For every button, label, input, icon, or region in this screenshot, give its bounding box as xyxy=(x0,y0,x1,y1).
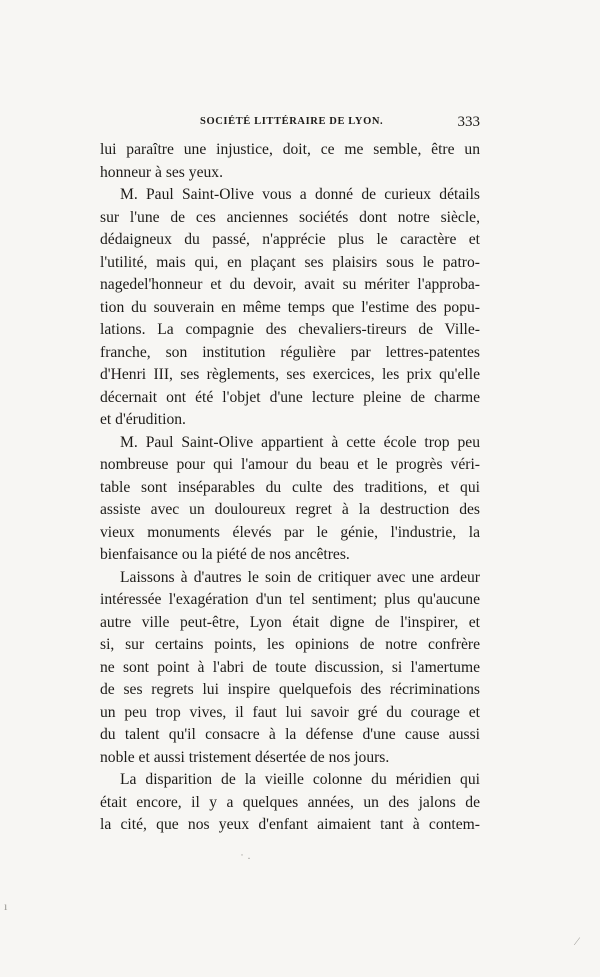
text-line: lui paraître une injustice, doit, ce me semble, être un xyxy=(100,141,480,158)
text-line: noble et aussi tristement désertée de nos jours. xyxy=(100,748,390,766)
text-line: la cité, que nos yeux d'enfant aimaient tant à contem- xyxy=(100,816,480,833)
text-line: ne sont point à l'abri de toute discussion, si l'amertume xyxy=(100,658,480,676)
scan-speck: ˙ · xyxy=(240,851,251,865)
text-line: M. Paul Saint-Olive appartient à cette école trop peu xyxy=(120,433,480,451)
text-line: intéressée l'exagération d'un tel sentiment; plus qu'aucune xyxy=(100,591,480,608)
text-line: décernait ont été l'objet d'une lecture pleine de charme xyxy=(100,388,480,406)
running-head xyxy=(100,116,480,136)
text-line: bienfaisance ou la piété de nos ancêtres. xyxy=(100,546,350,563)
text-line: était encore, il y a quelques années, un des jalons de xyxy=(100,793,480,811)
text-line: assiste avec un douloureux regret à la destruction des xyxy=(100,501,480,518)
scan-speck: ı xyxy=(4,899,8,913)
text-line: tion du souverain en même temps que l'estime des popu- xyxy=(100,298,480,316)
text-line: de ses regrets lui inspire quelquefois des récriminations xyxy=(100,681,480,698)
text-line: franche, son institution régulière par lettres-patentes xyxy=(100,343,480,361)
text-line: lations. La compagnie des chevaliers-tireurs de Ville- xyxy=(100,321,480,338)
text-line: un peu trop vives, il faut lui savoir gré du courage et xyxy=(100,703,480,721)
text-line: sur l'une de ces anciennes sociétés dont notre siècle, xyxy=(100,208,480,226)
text-line: La disparition de la vieille colonne du méridien qui xyxy=(120,771,480,788)
page-number: 333 xyxy=(457,114,480,130)
text-line: honneur à ses yeux. xyxy=(100,163,223,181)
text-line: et d'érudition. xyxy=(100,411,186,428)
text-line: d'Henri III, ses règlements, ses exercices, les prix qu'elle xyxy=(100,366,480,383)
text-line: table sont inséparables du culte des traditions, et qui xyxy=(100,478,480,496)
scan-speck: ⁄ xyxy=(576,934,579,948)
text-line: dédaigneux du passé, n'apprécie plus le caractère et xyxy=(100,231,480,248)
text-line: nombreuse pour qui l'amour du beau et le progrès véri- xyxy=(100,456,480,473)
running-title: SOCIÉTÉ LITTÉRAIRE DE LYON. xyxy=(200,116,384,127)
text-line: l'utilité, mais qui, en plaçant ses plaisirs sous le patro- xyxy=(100,253,480,271)
text-line: autre ville peut-être, Lyon était digne de l'inspirer, et xyxy=(100,613,480,631)
text-line: si, sur certains points, les opinions de notre confrère xyxy=(100,636,480,653)
text-line: nagedel'honneur et du devoir, avait su mériter l'approba- xyxy=(100,276,480,293)
text-line: Laissons à d'autres le soin de critiquer avec une ardeur xyxy=(120,568,480,586)
text-line: M. Paul Saint-Olive vous a donné de curieux détails xyxy=(120,186,480,203)
text-line: vieux monuments élevés par le génie, l'industrie, la xyxy=(100,523,480,541)
text-line: du talent qu'il consacre à la défense d'une cause aussi xyxy=(100,726,480,743)
body-text xyxy=(100,139,480,837)
